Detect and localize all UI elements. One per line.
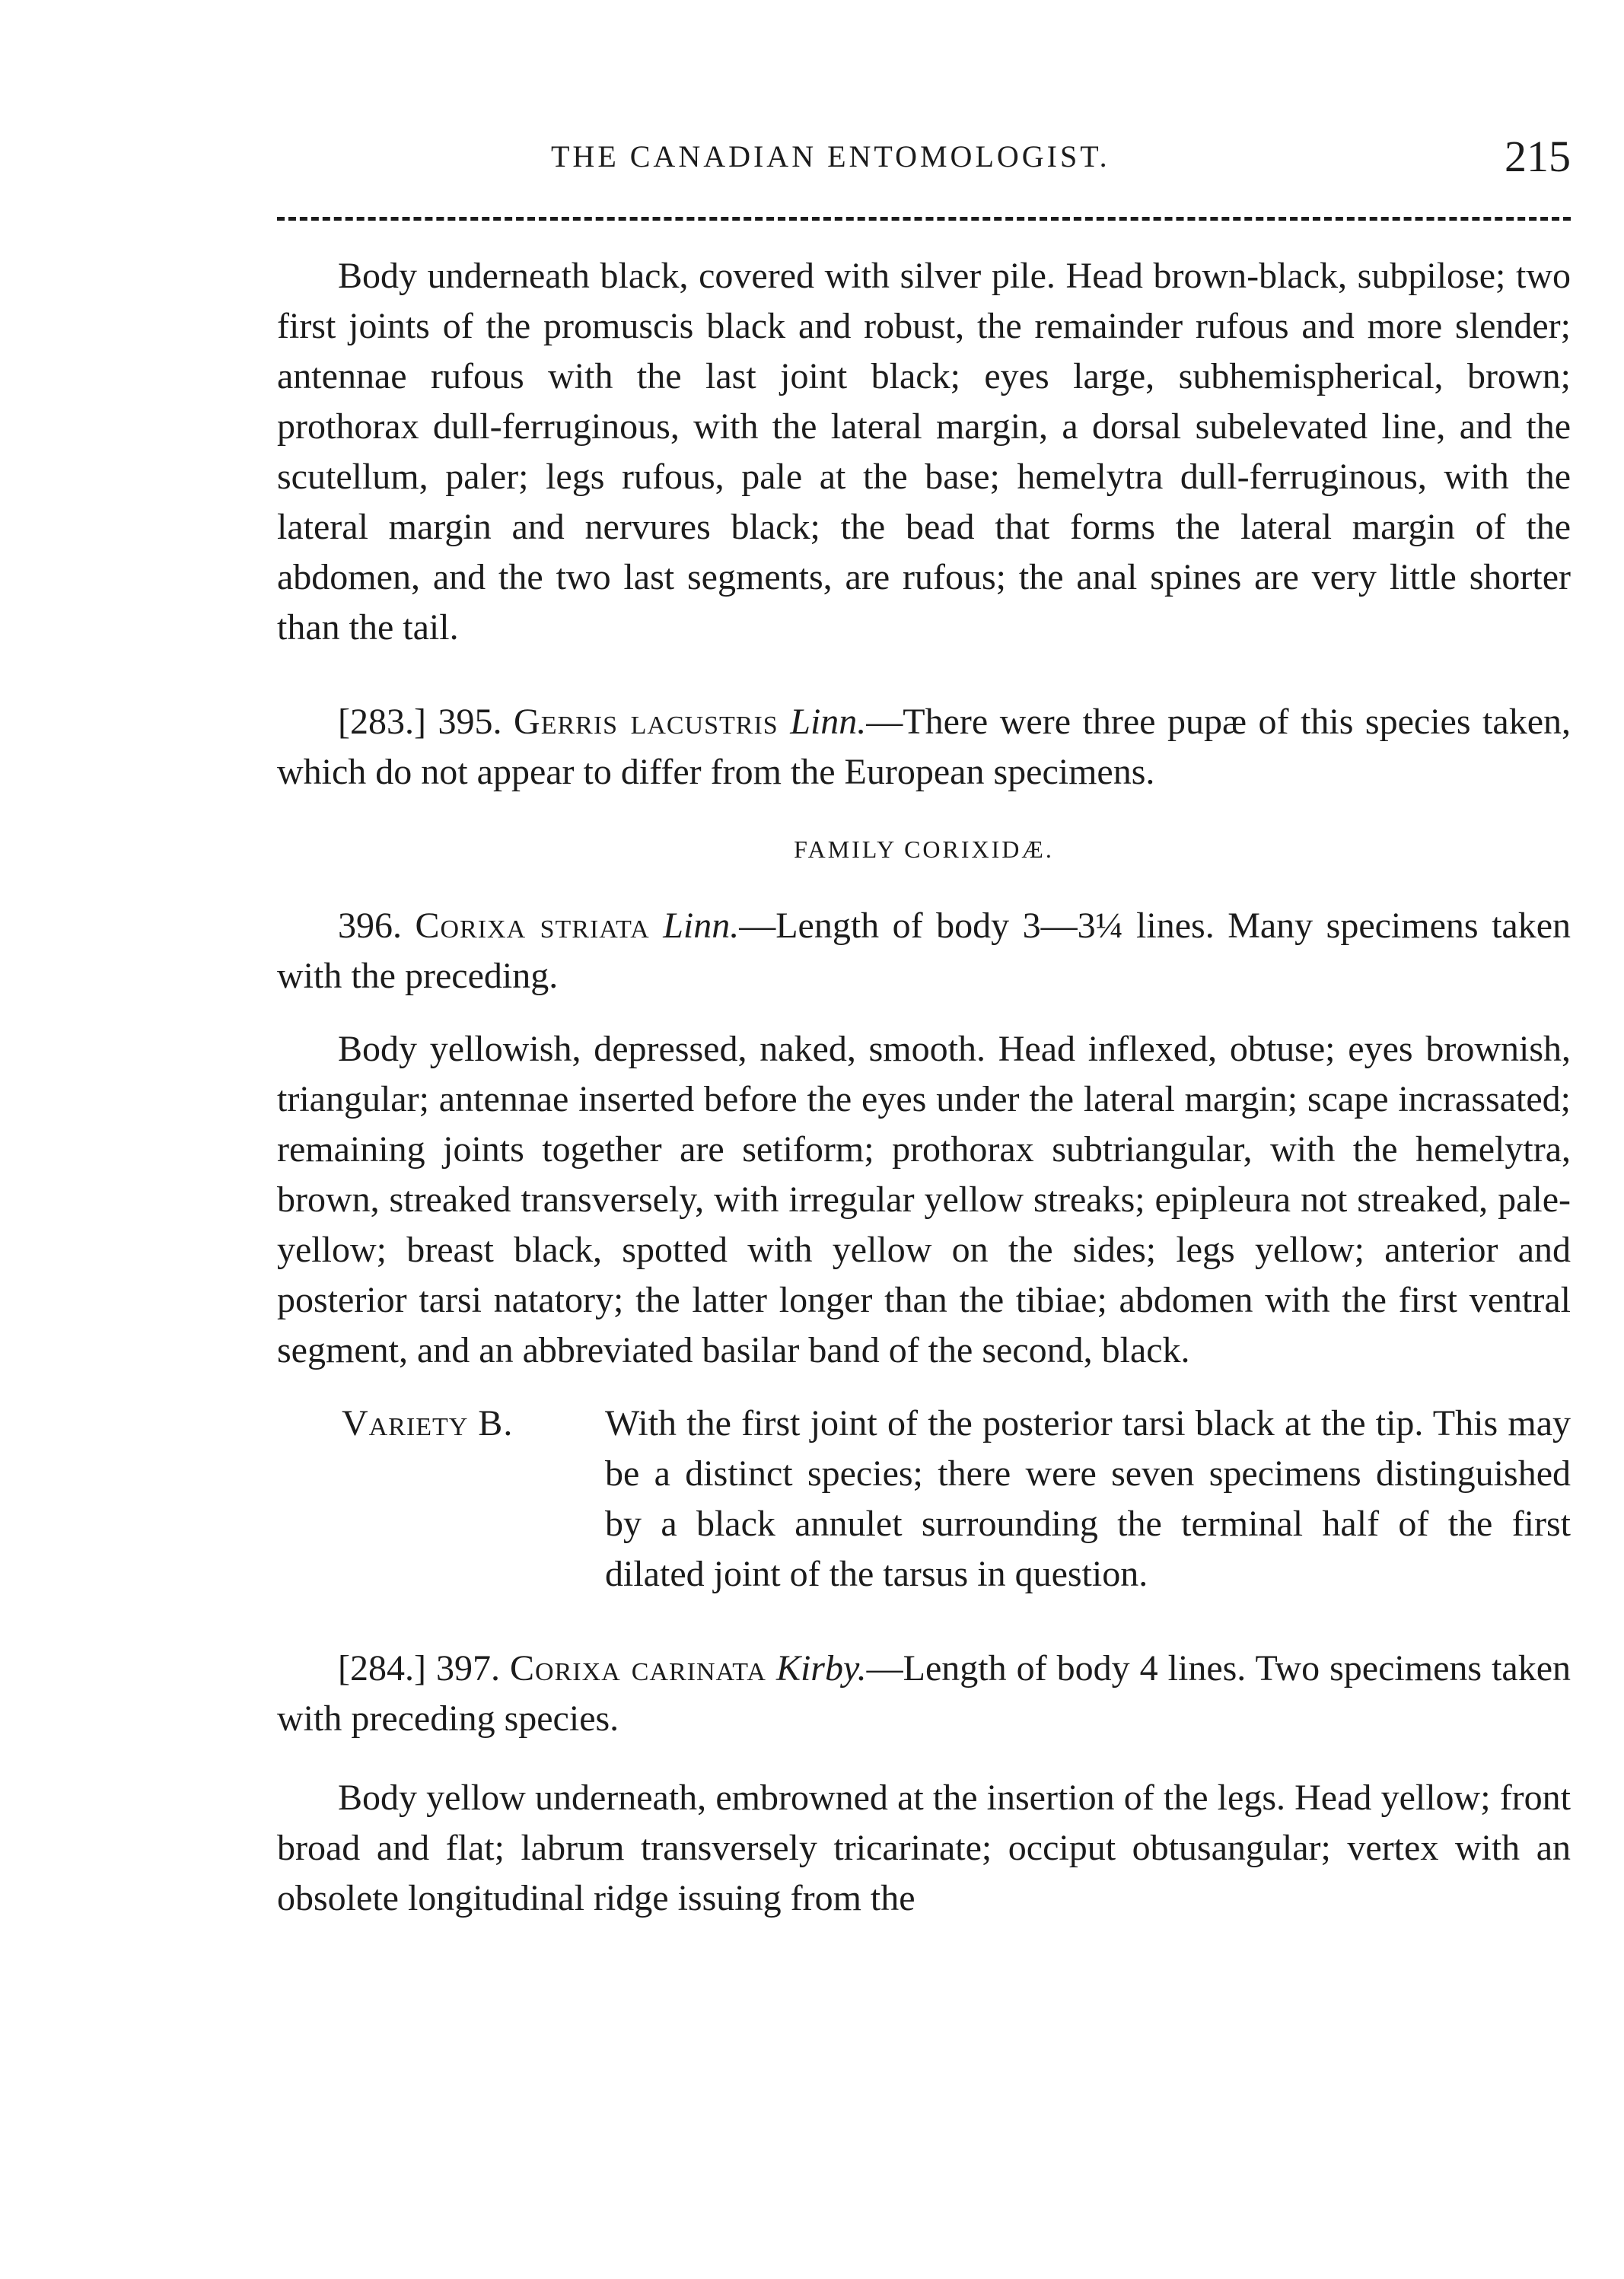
body-text [277,251,1571,1924]
species-author: Linn. [790,702,867,742]
entry-text: —Length of body 3—3¼ lines. Many specimens taken with the preceding. [277,906,1571,996]
running-title: THE CANADIAN ENTOMOLOGIST. [551,139,1110,173]
species-name: Gerris lacustris [514,702,779,742]
variety-text: With the first joint of the posterior tarsi black at the tip. This may be a distinct species; there were seven specimens distinguished by a black annulet surrounding the terminal half of the first dilated joint of the tarsus in question. [605,1403,1571,1594]
entry-395 [277,697,1571,797]
entry-ref: [283.] 395. [338,702,502,742]
header-rule [277,217,1571,221]
species-name: Corixa striata [415,906,650,946]
species-name: Corixa carinata [510,1648,766,1689]
species-author: Kirby. [775,1648,867,1689]
paragraph-gerris-description: Body underneath black, covered with silver pile. Head brown-black, subpilose; two first joints of the promuscis black and robust, the remainder rufous and more slender; antennae rufous with the last joint black; eyes large, subhemispherical, brown; prothorax dull-ferruginous, with the lateral margin, a dorsal subelevated line, and the scutellum, paler; legs rufous, pale at the base; hemelytra dull-ferruginous, with the lateral margin and nervures black; the bead that forms the lateral margin of the abdomen, and the two last segments, are rufous; the anal spines are very little shorter than the tail. [277,256,1571,648]
species-author: Linn. [663,906,740,946]
variety-b [342,1399,1571,1599]
paragraph-corixa-carinata-description: Body yellow underneath, embrowned at the insertion of the legs. Head yellow; front broad and flat; labrum transversely tricarinate; occiput obtusangular; vertex with an obsolete longitudinal ridge issuing from the [277,1778,1571,1918]
page-header [277,131,1571,184]
entry-396 [277,901,1571,1001]
paragraph-corixa-striata-description: Body yellowish, depressed, naked, smooth. Head inflexed, obtuse; eyes brownish, triangular; antennae inserted before the eyes under the lateral margin; scape incrassated; remaining joints together are setiform; prothorax subtriangular, with the hemelytra, brown, streaked transversely, with irregular yellow streaks; epipleura not streaked, pale-yellow; breast black, spotted with yellow on the sides; legs yellow; anterior and posterior tarsi natatory; the latter longer than the tibiae; abdomen with the first ventral segment, and an abbreviated basilar band of the second, black. [277,1029,1571,1370]
entry-text: —There were three pupæ of this species taken, which do not appear to differ from the European specimens. [277,702,1571,792]
entry-397 [277,1644,1571,1744]
page-number: 215 [1505,132,1571,181]
entry-text: —Length of body 4 lines. Two specimens taken with preceding species. [277,1648,1571,1739]
entry-ref: 396. [338,906,402,946]
variety-label: Variety B. [342,1403,514,1443]
entry-ref: [284.] 397. [338,1648,500,1689]
family-heading: FAMILY CORIXIDÆ. [794,836,1054,863]
